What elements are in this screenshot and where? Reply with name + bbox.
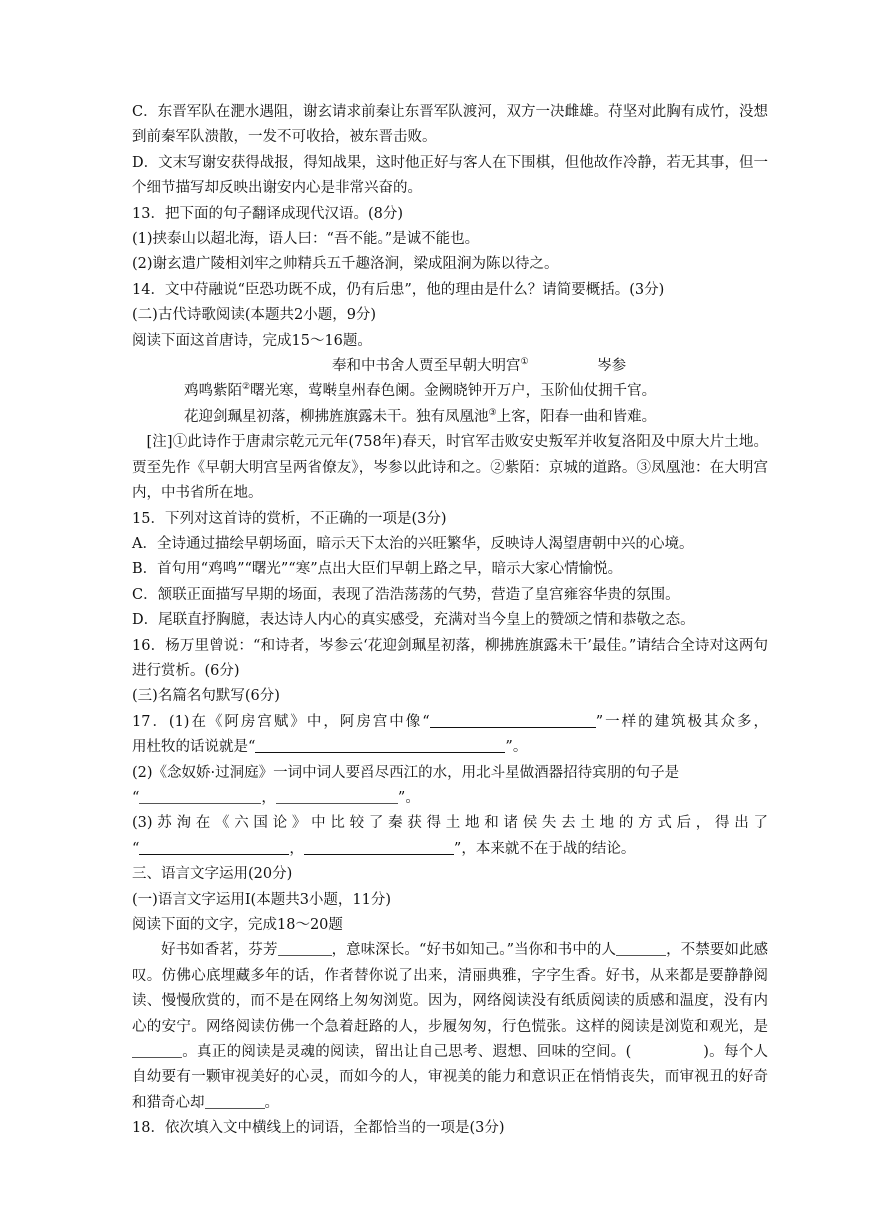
question-15-option-b: B．首句用“鸡鸣”“曙光”“寒”点出大臣们早朝上路之早，暗示大家心情愉悦。 xyxy=(132,561,623,578)
question-17-1-line-1: 17．(1)在《阿房宫赋》中，阿房宫中像“ ”一样的建筑极其众多， xyxy=(132,710,768,735)
answer-blank[interactable] xyxy=(205,1092,265,1109)
option-12d: D．文末写谢安获得战报，得知战果，这时他正好与客人在下围棋，但他故作冷静，若无其事，但一个细节描写却反映出谢安内心是非常兴奋的。 xyxy=(132,154,768,197)
question-17-2-line-2: “ ， ”。 xyxy=(132,786,768,811)
poem-line-2: 花迎剑珮星初落，柳拂旌旗露未干。独有凤凰池③上客，阳春一曲和皆难。 xyxy=(184,408,657,425)
question-14: 14．文中苻融说“臣恐功既不成，仍有后患”，他的理由是什么？请简要概括。(3分) xyxy=(132,281,665,298)
question-17-1-line-2: 用杜牧的话说就是“ ”。 xyxy=(132,735,768,760)
question-13-sentence-1: (1)挟泰山以超北海，语人曰：“吾不能。”是诚不能也。 xyxy=(132,231,480,248)
answer-blank[interactable] xyxy=(304,838,454,855)
part-3-subheading: (一)语言文字运用Ⅰ(本题共3小题，11分) xyxy=(132,891,392,908)
question-16: 16．杨万里曾说：“和诗者，岑参云‘花迎剑珮星初落，柳拂旌旗露未干’最佳。”请结合全诗对这两句进行赏析。(6分) xyxy=(132,637,768,679)
question-15-option-c: C．颔联正面描写早期的场面，表现了浩浩荡荡的气势，营造了皇宫雍容华贵的氛围。 xyxy=(132,586,680,603)
answer-blank[interactable] xyxy=(255,736,505,753)
section-2-heading: (二)古代诗歌阅读(本题共2小题，9分) xyxy=(132,307,377,324)
answer-blank[interactable] xyxy=(139,838,289,855)
option-12c: C．东晋军队在淝水遇阻，谢玄请求前秦让东晋军队渡河，双方一决雌雄。苻坚对此胸有成竹，没想到前秦军队溃散，一发不可收拾，被东晋击败。 xyxy=(132,104,768,146)
poem-annotation: [注]①此诗作于唐肃宗乾元元年(758年)春天，时官军击败安史叛军并收复洛阳及中原大片土地。贾至先作《早朝大明宫呈两省僚友》，岑参以此诗和之。②紫陌：京城的道路。③凤凰池：在大明宫内，中书省所在地。 xyxy=(132,434,768,502)
exam-page xyxy=(132,100,768,1142)
section-3-heading: (三)名篇名句默写(6分) xyxy=(132,688,280,705)
question-17-3-line-2: “ ， ”，本来就不在于战的结论。 xyxy=(132,837,768,862)
part-3-intro: 阅读下面的文字，完成18～20题 xyxy=(132,917,343,933)
question-18: 18．依次填入文中横线上的词语，全都恰当的一项是(3分) xyxy=(132,1120,505,1137)
question-17-3-line-1: (3)苏洵在《六国论》中比较了秦获得土地和诸侯失去土地的方式后，得出了 xyxy=(132,815,768,832)
poem-line-1: 鸡鸣紫陌②曙光寒，莺啭皇州春色阑。金阙晓钟开万户，玉阶仙仗拥千官。 xyxy=(184,382,657,400)
answer-blank[interactable] xyxy=(278,939,332,956)
poem-title-line xyxy=(132,354,768,379)
question-13-stem: 13．把下面的句子翻译成现代汉语。(8分) xyxy=(132,205,403,222)
answer-blank[interactable] xyxy=(430,711,596,728)
poem-title: 奉和中书舍人贾至早朝大明宫 xyxy=(332,358,521,375)
section-2-intro: 阅读下面这首唐诗，完成15～16题。 xyxy=(132,332,372,349)
answer-blank[interactable] xyxy=(276,787,398,804)
question-17-2-line-1: (2)《念奴娇·过洞庭》一词中词人要舀尽西江的水，用北斗星做酒器招待宾朋的句子是 xyxy=(132,764,680,781)
poem-author: 岑参 xyxy=(597,358,627,375)
question-15-option-a: A．全诗通过描绘早朝场面，暗示天下太治的兴旺繁华，反映诗人渴望唐朝中兴的心境。 xyxy=(132,535,694,552)
poem-title-note: ① xyxy=(520,357,529,368)
question-15-stem: 15．下列对这首诗的赏析，不正确的一项是(3分) xyxy=(132,510,447,527)
question-13-sentence-2: (2)谢玄遣广陵相刘牢之帅精兵五千趣洛涧，梁成阻涧为陈以待之。 xyxy=(132,256,559,273)
part-3-heading: 三、语言文字运用(20分) xyxy=(132,866,293,883)
reading-passage: 好书如香茗，芬芳 ，意味深长。“好书如知己。”当你和书中的人 ，不禁要如此感叹。仿佛心底埋藏多年的话，作者替你说了出来，清丽典雅，字字生香。好书，从来都是要静静阅读、慢慢欣赏的，而不是在网络上匆匆浏览。因为，网络阅读没有纸质阅读的质感和温度，没有内心的安宁。网络阅读仿佛一个急着赶路的人，步履匆匆，行色慌张。这样的阅读是浏览和观光，是。真正的阅读是灵魂的阅读，留出让自己思考、遐想、回味的空间。( )。每个人自幼要有一颗审视美好的心灵，而如今的人，审视美的能力和意识正在悄悄丧失，而审视丑的好奇和猎奇心却 。 xyxy=(132,938,768,1116)
answer-blank[interactable] xyxy=(139,787,261,804)
answer-blank[interactable] xyxy=(616,939,666,956)
question-15-option-d: D．尾联直抒胸臆，表达诗人内心的真实感受，充满对当今皇上的赞颂之情和恭敬之态。 xyxy=(132,612,695,629)
answer-blank[interactable] xyxy=(132,1041,182,1058)
